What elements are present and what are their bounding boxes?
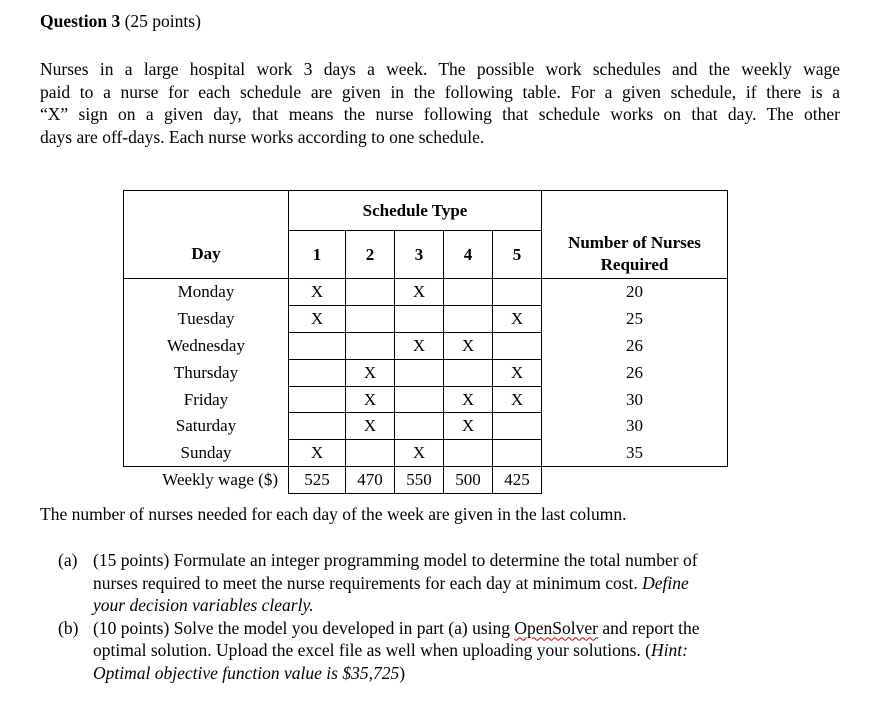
part-a-line2: nurses required to meet the nurse requirements for each day at minimum cost. [93,572,643,593]
schedule-mark: X [289,440,346,467]
schedule-mark [444,305,493,332]
schedule-mark [444,440,493,467]
required-count: 30 [542,386,728,413]
day-name: Monday [124,279,289,306]
empty-cell [542,467,728,494]
wage-row [124,467,728,494]
schedule-mark [493,332,542,359]
schedule-mark [346,332,395,359]
required-count: 26 [542,332,728,359]
opensolver-word: OpenSolver [514,617,598,638]
part-a-line2-italic: Define [642,572,689,593]
schedule-mark: X [289,279,346,306]
part-b [58,617,788,685]
table-row [124,440,728,467]
req-header-top [542,191,728,231]
intro-line: days are off-days. Each nurse works according to one schedule. [40,126,485,147]
schedule-mark [395,413,444,440]
question-label: Question 3 [40,11,121,31]
schedule-mark [346,440,395,467]
schedule-number: 4 [444,231,493,279]
schedule-number: 5 [493,231,542,279]
table-row [124,413,728,440]
schedule-mark [493,279,542,306]
schedule-type-header: Schedule Type [289,191,542,231]
part-b-line2: optimal solution. Upload the excel file as well when uploading your solutions. ( [93,640,651,660]
nurses-required-header [542,231,728,279]
day-name: Saturday [124,413,289,440]
table-row [124,332,728,359]
schedule-mark [444,359,493,386]
table-row [124,359,728,386]
day-name: Tuesday [124,305,289,332]
part-b-close: ) [399,662,406,683]
schedule-mark: X [395,332,444,359]
after-table-text: The number of nurses needed for each day of the week are given in the last column. [40,504,627,524]
schedule-mark: X [444,332,493,359]
schedule-mark: X [444,386,493,413]
wage-value: 500 [444,467,493,494]
schedule-mark [346,305,395,332]
part-b-line1-pre: (10 points) Solve the model you developed in part (a) using [93,617,515,638]
hint-text: Optimal objective function value is $35,725 [93,662,400,683]
schedule-mark: X [395,279,444,306]
schedule-mark [493,440,542,467]
schedule-mark: X [444,413,493,440]
required-count: 26 [542,359,728,386]
day-name: Wednesday [124,332,289,359]
schedule-mark [346,279,395,306]
schedule-mark: X [346,413,395,440]
schedule-number: 1 [289,231,346,279]
schedule-mark: X [346,386,395,413]
schedule-table [123,190,728,494]
corner-cell [124,191,289,231]
question-parts [58,549,788,684]
schedule-number: 2 [346,231,395,279]
schedule-mark [395,386,444,413]
part-b-line1-post: and report the [598,617,700,638]
wage-value: 525 [289,467,346,494]
day-name: Sunday [124,440,289,467]
question-points: (25 points) [124,11,201,31]
intro-line: Nurses in a large hospital work 3 days a week. The possible work schedules and the weekly wage [40,59,840,79]
schedule-mark: X [493,386,542,413]
req-header-line2: Required [600,255,669,275]
part-a [58,549,788,617]
intro-line: paid to a nurse for each schedule are given in the following table. For a given schedule, if there is a [40,81,840,102]
schedule-mark [493,413,542,440]
question-title [40,11,201,32]
schedule-mark [289,386,346,413]
intro-paragraph [40,58,840,148]
schedule-mark [395,305,444,332]
wage-label: Weekly wage ($) [124,467,289,494]
part-a-line1: (15 points) Formulate an integer programming model to determine the total number of [93,550,698,570]
wage-value: 550 [395,467,444,494]
req-header-line1: Number of Nurses [568,233,701,253]
required-count: 25 [542,305,728,332]
schedule-mark [289,359,346,386]
day-header: Day [124,231,289,279]
day-name: Thursday [124,359,289,386]
schedule-mark: X [493,305,542,332]
schedule-mark: X [346,359,395,386]
table-row [124,279,728,306]
part-a-line3: your decision variables clearly. [93,595,314,615]
required-count: 20 [542,279,728,306]
schedule-mark [395,359,444,386]
schedule-mark: X [289,305,346,332]
wage-value: 425 [493,467,542,494]
required-count: 30 [542,413,728,440]
wage-value: 470 [346,467,395,494]
hint-label: Hint: [650,640,688,660]
part-a-label: (a) [58,550,78,570]
day-name: Friday [124,386,289,413]
intro-line: “X” sign on a given day, that means the nurse following that schedule works on that day. The other [40,104,840,124]
schedule-number: 3 [395,231,444,279]
part-b-label: (b) [58,617,79,638]
schedule-mark: X [493,359,542,386]
table-row [124,386,728,413]
schedule-mark [289,332,346,359]
schedule-mark: X [395,440,444,467]
table-row [124,305,728,332]
schedule-mark [289,413,346,440]
schedule-mark [444,279,493,306]
required-count: 35 [542,440,728,467]
